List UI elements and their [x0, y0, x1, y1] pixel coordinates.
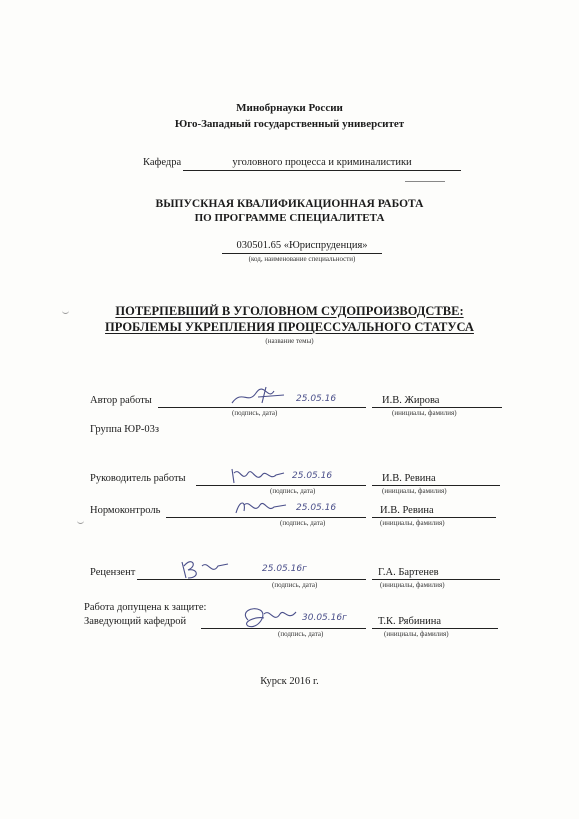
normcontrol-name: И.В. Ревина [380, 505, 434, 516]
reviewer-name-caption: (инициалы, фамилия) [380, 581, 445, 589]
specialty-value: 030501.65 «Юриспруденция» [236, 240, 368, 251]
university-name: Юго-Западный государственный университет [174, 118, 405, 130]
stroke-mark [405, 181, 445, 182]
specialty-caption: (код, наименование специальности) [248, 255, 356, 263]
author-date: 25.05.16 [296, 394, 337, 404]
topic-line2: ПРОБЛЕМЫ УКРЕПЛЕНИЯ ПРОЦЕССУАЛЬНОГО СТАТУСА [105, 320, 474, 334]
supervisor-label: Руководитель работы [90, 473, 186, 484]
author-label: Автор работы [90, 395, 152, 406]
head-name: Т.К. Рябинина [378, 616, 441, 627]
department-label: Кафедра [143, 157, 182, 168]
supervisor-name-line [372, 485, 500, 486]
supervisor-date: 25.05.16 [292, 471, 333, 481]
reviewer-name: Г.А. Бартенев [378, 567, 439, 578]
topic-caption: (название темы) [265, 337, 314, 345]
department-value: уголовного процесса и криминалистики [232, 157, 412, 168]
head-date: 30.05.16г [302, 613, 347, 623]
supervisor-signature [228, 463, 288, 487]
author-signature [228, 383, 288, 409]
reviewer-signature-line [137, 579, 366, 580]
author-name-line [372, 407, 502, 408]
reviewer-name-line [372, 579, 500, 580]
reviewer-signature-caption: (подпись, дата) [272, 581, 318, 589]
ministry-name: Минобрнауки России [236, 102, 343, 114]
supervisor-name: И.В. Ревина [382, 473, 436, 484]
admission-label: Работа допущена к защите: [84, 602, 207, 613]
normcontrol-signature [232, 495, 290, 519]
reviewer-date: 25.05.16г [262, 564, 307, 574]
head-signature-caption: (подпись, дата) [278, 630, 324, 638]
normcontrol-name-line [372, 517, 496, 518]
specialty-underline [222, 253, 382, 254]
supervisor-name-caption: (инициалы, фамилия) [382, 487, 447, 495]
head-label: Заведующий кафедрой [84, 616, 187, 627]
normcontrol-date: 25.05.16 [296, 503, 337, 513]
work-title-line1: ВЫПУСКНАЯ КВАЛИФИКАЦИОННАЯ РАБОТА [155, 198, 424, 210]
work-title-line2: ПО ПРОГРАММЕ СПЕЦИАЛИТЕТА [194, 212, 385, 224]
supervisor-signature-caption: (подпись, дата) [270, 487, 316, 495]
punch-mark [77, 520, 84, 524]
department-underline [183, 170, 461, 171]
topic-line1: ПОТЕРПЕВШИЙ В УГОЛОВНОМ СУДОПРОИЗВОДСТВЕ: [115, 304, 464, 318]
normcontrol-label: Нормоконтроль [90, 505, 161, 516]
author-name: И.В. Жирова [382, 395, 440, 406]
reviewer-label: Рецензент [90, 567, 136, 578]
normcontrol-name-caption: (инициалы, фамилия) [380, 519, 445, 527]
head-name-line [372, 628, 498, 629]
normcontrol-signature-caption: (подпись, дата) [280, 519, 326, 527]
group-label: Группа ЮР-03з [90, 424, 160, 435]
author-name-caption: (инициалы, фамилия) [392, 409, 457, 417]
head-name-caption: (инициалы, фамилия) [384, 630, 449, 638]
city-year: Курск 2016 г. [260, 676, 319, 687]
reviewer-signature [176, 556, 234, 584]
author-signature-caption: (подпись, дата) [232, 409, 278, 417]
